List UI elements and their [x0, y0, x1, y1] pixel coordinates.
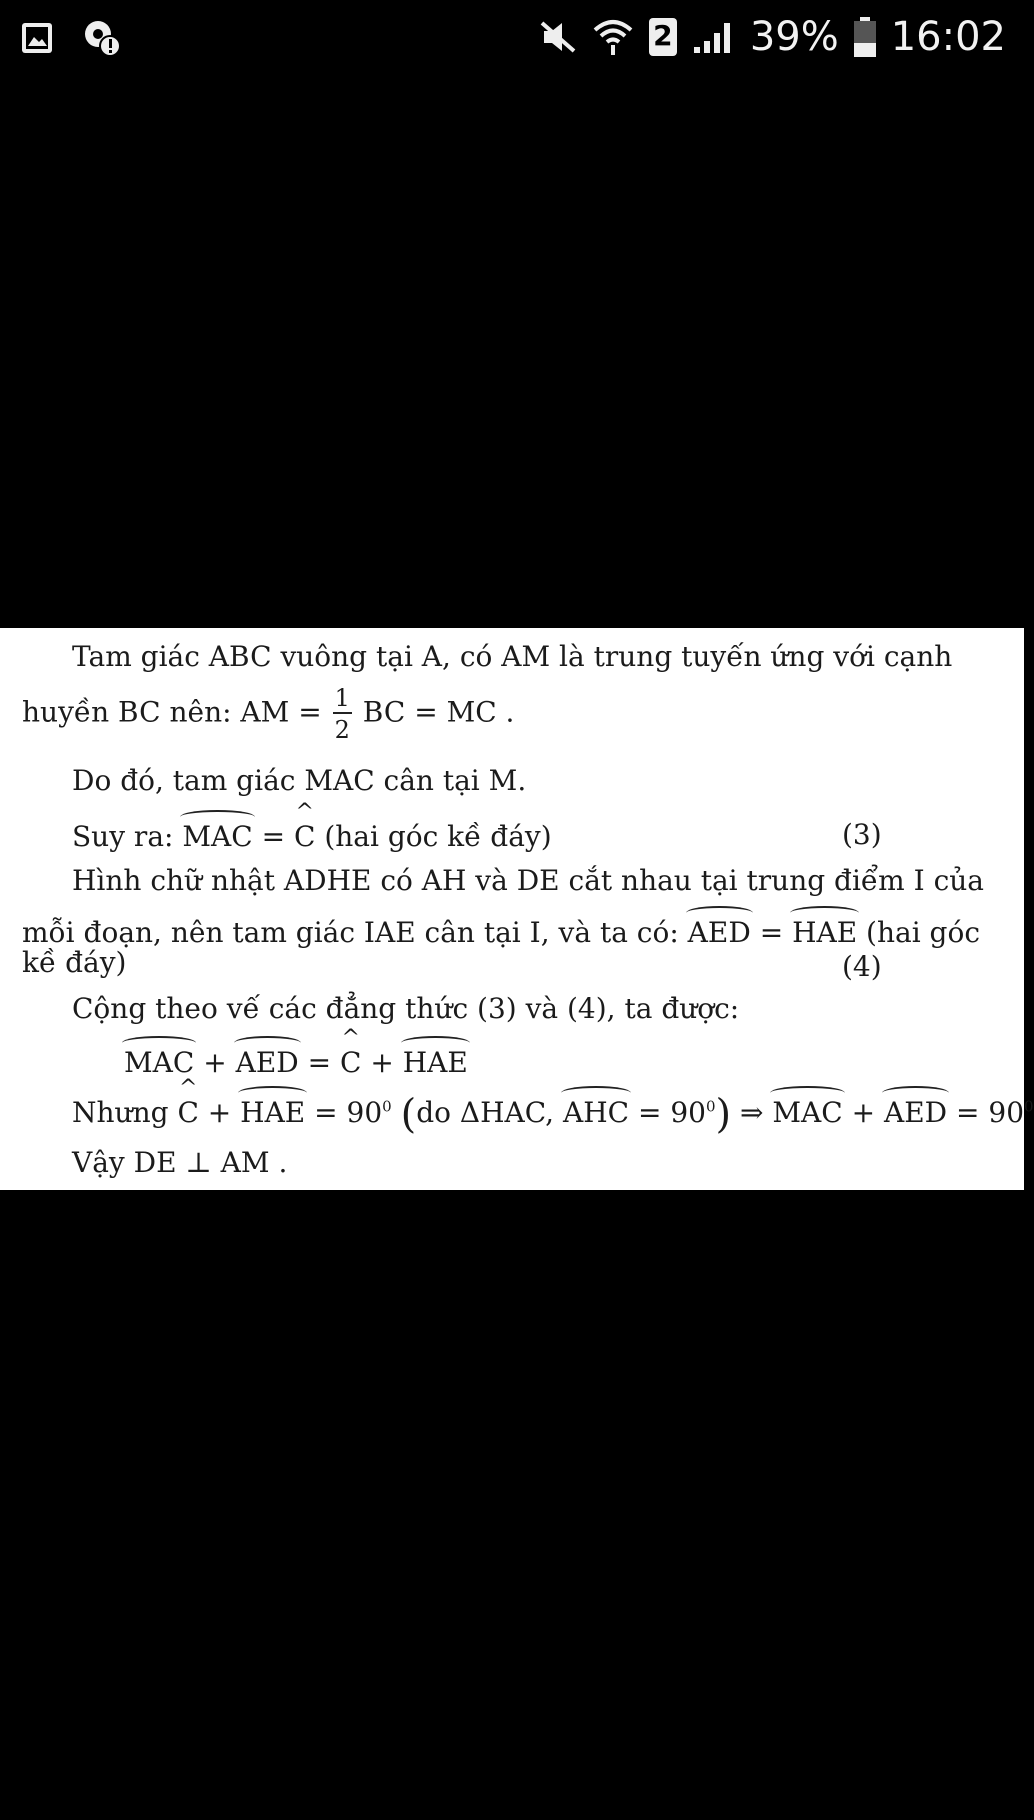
- battery-percent: 39%: [749, 14, 839, 60]
- angle-c: ^ C: [294, 820, 315, 853]
- equation-line: MAC + AED = ^ C + HAE: [124, 1040, 468, 1079]
- sim-2-icon: 2: [648, 17, 678, 57]
- text-line: Vậy DE ⊥ AM .: [72, 1146, 288, 1179]
- text-line: mỗi đoạn, nên tam giác IAE cân tại I, và ta có: AED = HAE (hai góc: [22, 910, 980, 949]
- clock: 16:02: [890, 14, 1006, 60]
- text-line: Hình chữ nhật ADHE có AH và DE cắt nhau tại trung điểm I của: [72, 864, 984, 897]
- angle-aed: AED: [688, 910, 751, 949]
- equation-number: (3): [842, 818, 882, 851]
- text-line: Suy ra: MAC = ^ C (hai góc kề đáy): [72, 814, 552, 853]
- equation-number: (4): [842, 950, 882, 983]
- location-alert-icon: [82, 18, 122, 58]
- wifi-icon: [592, 16, 634, 58]
- angle-mac: MAC: [182, 814, 252, 853]
- text-line: huyền BC nên: AM = $\frac{1}{2}$ BC = MC .: [22, 684, 515, 744]
- gallery-icon: [20, 21, 54, 55]
- text-line: Do đó, tam giác MAC cân tại M.: [72, 764, 527, 797]
- angle-hae: HAE: [792, 910, 857, 949]
- text-line: Nhưng ^ C + HAE = $90^0$ (do ΔHAC, AHC = $90^0$) ⇒ MAC + AED = $90^0$: [72, 1090, 1034, 1138]
- angle-ahc: AHC: [563, 1090, 629, 1129]
- text-line: Cộng theo vế các đẳng thức (3) và (4), ta được:: [72, 992, 740, 1025]
- text-line: kề đáy): [22, 946, 127, 979]
- text-line: Tam giác ABC vuông tại A, có AM là trung tuyến ứng với cạnh: [72, 640, 953, 673]
- fraction: $\frac{1}{2}$: [334, 684, 350, 744]
- battery-icon: [853, 16, 877, 58]
- document-page: [0, 628, 1034, 1190]
- signal-icon: [692, 19, 736, 55]
- status-bar: [0, 0, 1024, 78]
- mute-icon: [538, 17, 578, 57]
